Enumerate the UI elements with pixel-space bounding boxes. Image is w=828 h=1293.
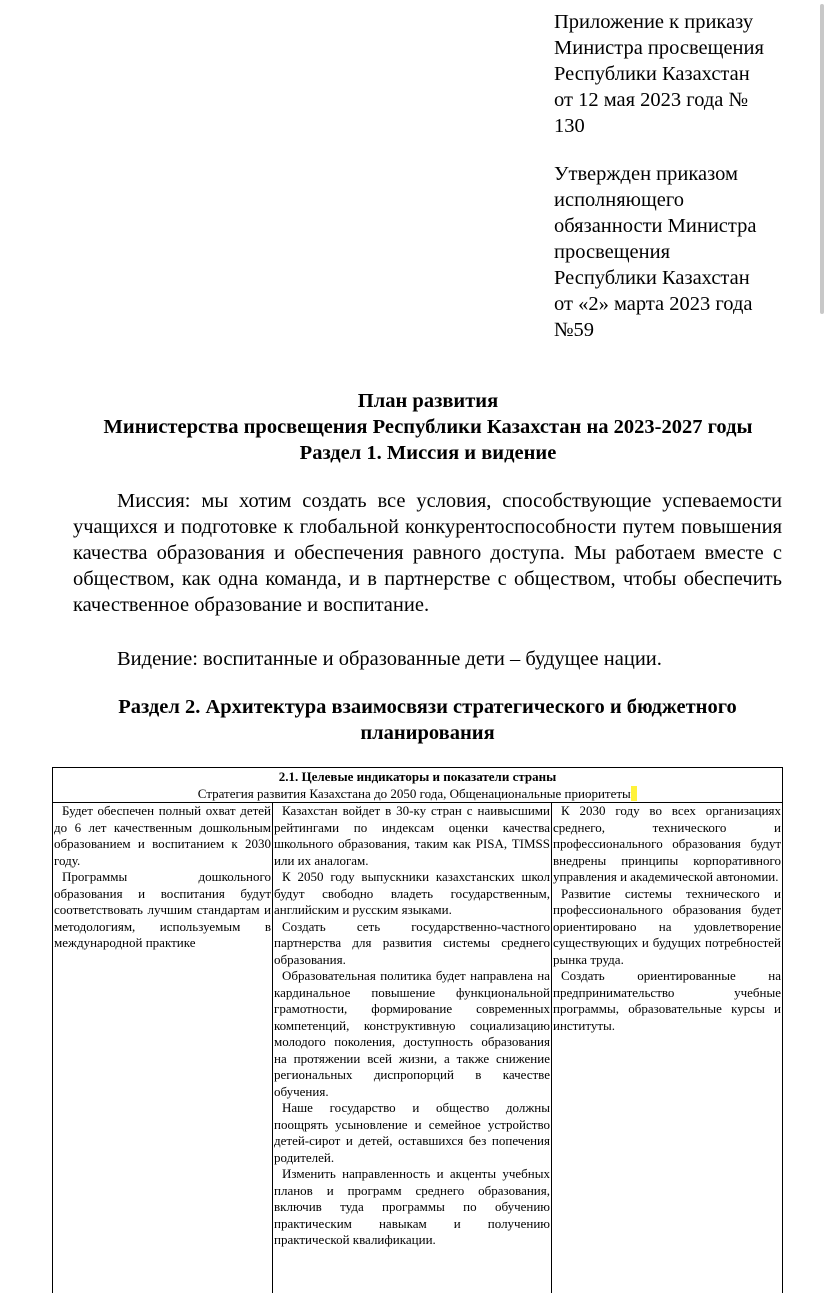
section2-heading: Раздел 2. Архитектура взаимосвязи стратегического и бюджетного планирования xyxy=(73,694,782,746)
cell-paragraph: К 2050 году выпускники казахстанских школ будут свободно владеть государственным, английским и русским языками. xyxy=(274,869,550,919)
appendix-line: Приложение к приказу xyxy=(554,9,814,35)
cell-paragraph: Создать сеть государственно-частного партнерства для развития системы среднего образования. xyxy=(274,919,550,969)
table-cell-preschool xyxy=(53,803,273,1293)
cell-paragraph: Образовательная политика будет направлена на кардинальное повышение функциональной грамотности, формирование современных компетенций, конструктивную социализацию молодого поколения, доступность образования на протяжении всей жизни, а также снижение региональных диспропорций в качестве обучения. xyxy=(274,968,550,1100)
table-subheading xyxy=(55,786,780,803)
table-header-row xyxy=(53,768,783,803)
cell-paragraph: Развитие системы технического и профессионального образования будет ориентировано на удовлетворение существующих и будущих потребностей рынка труда. xyxy=(553,886,781,969)
table-header-cell xyxy=(53,768,783,803)
vision-paragraph xyxy=(73,646,782,672)
table-subheading-text: Стратегия развития Казахстана до 2050 года, Общенациональные приоритеты xyxy=(198,786,631,801)
table-row xyxy=(53,803,783,1293)
plan-subtitle: Министерства просвещения Республики Казахстан на 2023-2027 годы xyxy=(60,414,796,440)
approval-line: Республики Казахстан xyxy=(554,265,814,291)
cell-paragraph: Изменить направленность и акценты учебных планов и программ среднего образования, включив туда программы по обучению практическим навыкам и получению практической квалификации. xyxy=(274,1166,550,1249)
appendix-line: от 12 мая 2023 года № xyxy=(554,87,814,113)
indicators-table xyxy=(52,767,783,1293)
table-cell-vocational xyxy=(552,803,783,1293)
plan-title: План развития xyxy=(60,388,796,414)
approval-line: от «2» марта 2023 года xyxy=(554,291,814,317)
cell-paragraph: Создать ориентированные на предпринимательство учебные программы, образовательные курсы и институты. xyxy=(553,968,781,1034)
cell-paragraph: Программы дошкольного образования и воспитания будут соответствовать лучшим стандартам и методологиям, используемым в международной практике xyxy=(54,869,271,952)
approval-line: №59 xyxy=(554,317,814,343)
section1-heading: Раздел 1. Миссия и видение xyxy=(60,440,796,466)
appendix-line: 130 xyxy=(554,113,814,139)
text-cursor-highlight xyxy=(631,786,638,801)
cell-paragraph: Наше государство и общество должны поощрять усыновление и семейное устройство детей-сирот и детей, оставшихся без попечения родителей. xyxy=(274,1100,550,1166)
approval-note xyxy=(554,161,814,343)
appendix-note xyxy=(554,9,814,139)
approval-line: исполняющего xyxy=(554,187,814,213)
approval-line: просвещения xyxy=(554,239,814,265)
table-cell-school xyxy=(273,803,552,1293)
appendix-line: Республики Казахстан xyxy=(554,61,814,87)
approval-line: обязанности Министра xyxy=(554,213,814,239)
mission-paragraph xyxy=(73,488,782,618)
scrollbar[interactable] xyxy=(820,4,824,314)
mission-text: Миссия: мы хотим создать все условия, способствующие успеваемости учащихся и подготовке к глобальной конкурентоспособности путем повышения качества образования и обеспечения равного доступа. Мы работаем вместе с обществом, как одна команда, и в партнерстве с обществом, чтобы обеспечить качественное образование и воспитание. xyxy=(73,488,782,618)
cell-paragraph: Казахстан войдет в 30-ку стран с наивысшими рейтингами по индексам оценки качества школьного образования, таким как PISA, TIMSS или их аналогам. xyxy=(274,803,550,869)
appendix-line: Министра просвещения xyxy=(554,35,814,61)
cell-paragraph: Будет обеспечен полный охват детей до 6 лет качественным дошкольным образованием и воспитанием к 2030 году. xyxy=(54,803,271,869)
table-heading: 2.1. Целевые индикаторы и показатели страны xyxy=(55,769,780,786)
approval-line: Утвержден приказом xyxy=(554,161,814,187)
cell-paragraph: К 2030 году во всех организациях среднего, технического и профессионального образования будут внедрены принципы корпоративного управления и академической автономии. xyxy=(553,803,781,886)
vision-text: Видение: воспитанные и образованные дети – будущее нации. xyxy=(73,646,782,672)
